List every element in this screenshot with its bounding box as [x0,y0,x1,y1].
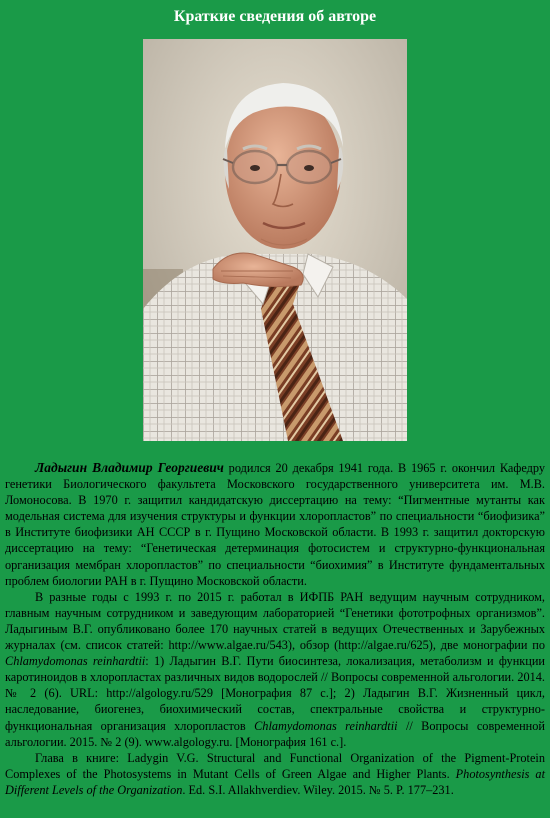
species-name: Chlamydomonas reinhardtii [5,654,146,669]
author-photo [143,39,407,441]
bio-text-2b: : 1) Ладыгин В.Г. Пути биосинтеза, локализация, метаболизм и функции каротиноидов в хлоропластах различных видов водорослей // Вопросы современной альгологии. 2014. № 2 (6). URL: http://algology.ru/529 [Монография 87 с.]; 2) Ладыгин В.Г. Жизненный цикл, наследование, биогенез, биохимический состав, спектральные свойства и структурно-функциональная организация хлоропластов [5,654,545,733]
bio-text-1: родился 20 декабря 1941 года. В 1965 г. окончил Кафедру генетики Биологического факультета Московского государственного университета им. М.В. Ломоносова. В 1970 г. защитил кандидатскую диссертацию на тему: “Пигментные мутанты как модельная система для изучения структуры и функции хлоропластов” по специальности “биофизика” в Институте биофизики АН СССР в г. Пущино Московской области. В 1993 г. защитил докторскую диссертацию на тему: “Генетическая детерминация фотосистем и структурно-функциональная организация мембран хлоропластов” по специальности “биохимия” в Институте фундаментальных проблем биологии РАН в г. Пущино Московской области. [5,461,546,588]
bio-text-3a: Глава в книге: Ladygin V.G. Structural and Functional Organization of the Pigment-Protein Complexes of the Photosystems in Mutant Cells of Green Algae and Higher Plants. [5,750,545,781]
species-name: Chlamydomonas reinhardtii [254,718,398,733]
author-name: Ладыгин Владимир Георгиевич [35,460,224,475]
author-bio [5,460,545,798]
bio-text-2a: В разные годы с 1993 г. по 2015 г. работал в ИФПБ РАН ведущим научным сотрудником, главным научным сотрудником и заведующим лабораторией “Генетики фототрофных организмов”. Ладыгиным В.Г. опубликовано более 170 научных статей в ведущих Отечественных и Зарубежных журналах (см. список статей: http://www.algae.ru/543), обзор (http://algae.ru/625), две монографии по [5,589,545,653]
bio-paragraph-3 [5,750,545,798]
bio-paragraph-2 [5,589,545,750]
bio-text-3b: . Ed. S.I. Allakhverdiev. Wiley. 2015. № 5. P. 177–231. [182,782,454,797]
page-title: Краткие сведения об авторе [173,8,377,25]
bio-text-2c: // Вопросы современной альгологии. 2015. № 2 (9). www.algology.ru. [Монография 161 с.]. [5,718,545,749]
bio-paragraph-1 [5,460,545,589]
book-title: Photosynthesis at Different Levels of the Organization [5,766,545,797]
